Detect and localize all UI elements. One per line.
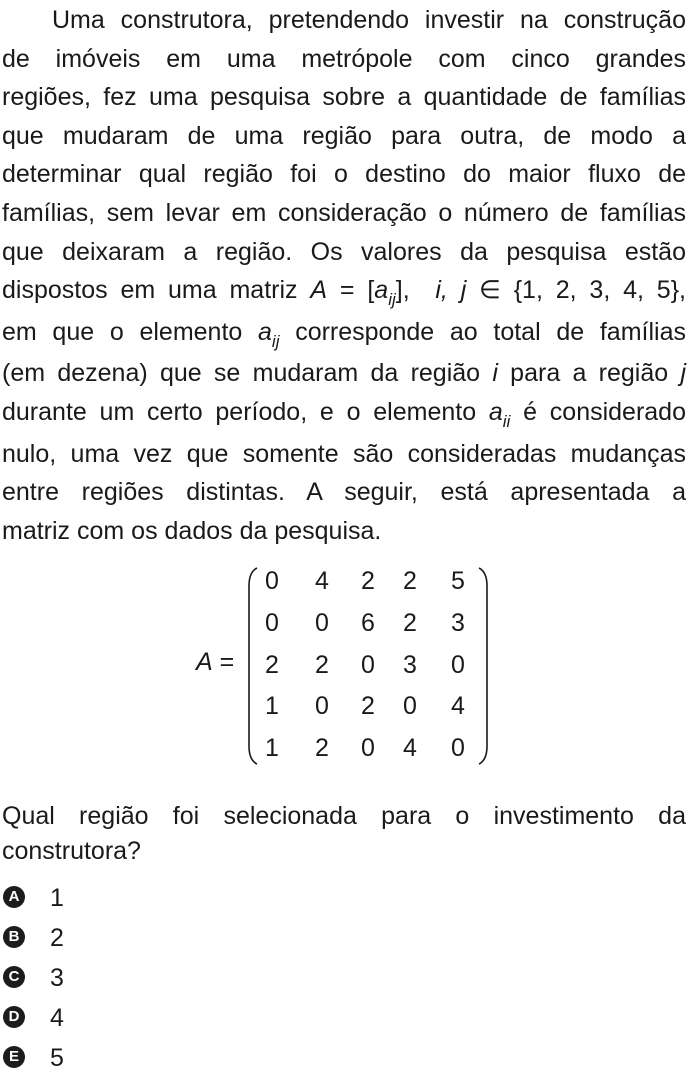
matrix-cell: 3 bbox=[451, 609, 465, 637]
matrix-cell: 0 bbox=[451, 651, 465, 679]
statement-text-fragment: é considerado bbox=[510, 397, 686, 426]
data-matrix bbox=[196, 566, 496, 770]
question-line: Qual região foi selecionada para o investimento da bbox=[2, 802, 686, 830]
element-symbol: a bbox=[374, 276, 389, 305]
element-subscript: ij bbox=[388, 290, 396, 310]
option-letter-badge: C bbox=[3, 966, 25, 988]
statement-text bbox=[2, 1, 686, 550]
element-symbol: a bbox=[488, 397, 503, 426]
right-parenthesis bbox=[476, 566, 490, 766]
matrix-cell: 5 bbox=[451, 567, 465, 595]
matrix-symbol: A bbox=[196, 648, 213, 676]
statement-line bbox=[2, 393, 686, 435]
option-text: 3 bbox=[50, 964, 64, 992]
matrix-cell: 2 bbox=[315, 651, 329, 679]
option-text: 1 bbox=[50, 884, 64, 912]
matrix-cell: 2 bbox=[403, 609, 417, 637]
question-text bbox=[2, 799, 686, 869]
index-symbols: i, j bbox=[435, 276, 467, 305]
statement-text-fragment: em que o elemento bbox=[2, 317, 259, 346]
statement-line: determinar qual região foi o destino do maior fluxo de bbox=[2, 160, 686, 189]
matrix-cell: 2 bbox=[265, 651, 279, 679]
matrix-cell: 2 bbox=[315, 734, 329, 762]
option-e[interactable] bbox=[3, 1043, 123, 1073]
statement-text-fragment: dispostos em uma matriz bbox=[2, 276, 311, 305]
option-c[interactable] bbox=[3, 963, 123, 993]
statement-line-text: Uma construtora, pretendendo investir na construção bbox=[52, 6, 686, 34]
statement-line bbox=[2, 354, 686, 393]
option-letter-badge: E bbox=[3, 1046, 25, 1068]
index-symbol: i bbox=[492, 359, 498, 388]
element-subscript: ij bbox=[271, 331, 280, 351]
question-line: construtora? bbox=[2, 837, 141, 865]
statement-text-fragment: (em dezena) que se mudaram da região bbox=[2, 359, 493, 388]
matrix-symbol: A bbox=[310, 276, 328, 305]
matrix-cell: 0 bbox=[315, 609, 329, 637]
matrix-cell: 0 bbox=[451, 734, 465, 762]
statement-line: que mudaram de uma região para outra, de modo a bbox=[2, 121, 686, 150]
matrix-cell: 4 bbox=[315, 567, 329, 595]
element-subscript: ii bbox=[502, 411, 511, 431]
option-d[interactable] bbox=[3, 1003, 123, 1033]
matrix-cell: 0 bbox=[315, 692, 329, 720]
statement-line: que deixaram a região. Os valores da pesquisa estão bbox=[2, 237, 686, 266]
option-a[interactable] bbox=[3, 883, 123, 913]
option-text: 2 bbox=[50, 924, 64, 952]
statement-line bbox=[2, 313, 686, 355]
matrix-cell: 3 bbox=[403, 651, 417, 679]
matrix-cell: 1 bbox=[265, 734, 279, 762]
statement-line: nulo, uma vez que somente são consideradas mudanças bbox=[2, 439, 686, 468]
equals-sign: = bbox=[212, 648, 235, 676]
statement-text-fragment: = [ bbox=[327, 276, 375, 305]
matrix-cell: 2 bbox=[361, 692, 375, 720]
matrix-cell: 1 bbox=[265, 692, 279, 720]
statement-line: famílias, sem levar em consideração o número de famílias bbox=[2, 198, 686, 227]
matrix-cell: 0 bbox=[361, 651, 375, 679]
matrix-cell: 0 bbox=[265, 609, 279, 637]
matrix-cell: 6 bbox=[361, 609, 375, 637]
statement-text-fragment: ∈ {1, 2, 3, 4, 5}, bbox=[466, 276, 686, 305]
matrix-cell: 0 bbox=[403, 692, 417, 720]
matrix-cell: 2 bbox=[361, 567, 375, 595]
statement-text-fragment: durante um certo período, e o elemento bbox=[2, 397, 489, 426]
option-letter-badge: B bbox=[3, 926, 25, 948]
matrix-label bbox=[196, 648, 234, 677]
option-letter-badge: A bbox=[3, 886, 25, 908]
statement-line bbox=[2, 271, 686, 313]
statement-line: matriz com os dados da pesquisa. bbox=[2, 516, 382, 545]
index-symbol: j bbox=[680, 359, 687, 388]
element-symbol: a bbox=[258, 317, 272, 346]
matrix-cell: 0 bbox=[265, 567, 279, 595]
statement-line: de imóveis em uma metrópole com cinco grandes bbox=[2, 44, 686, 73]
statement-line: entre regiões distintas. A seguir, está apresentada a bbox=[2, 478, 686, 507]
matrix-cell: 4 bbox=[403, 734, 417, 762]
option-b[interactable] bbox=[3, 923, 123, 953]
statement-text-fragment: corresponde ao total de famílias bbox=[279, 317, 686, 346]
statement-text-fragment: ], bbox=[395, 276, 410, 305]
statement-line bbox=[2, 1, 686, 40]
option-text: 5 bbox=[50, 1044, 64, 1072]
matrix-cell: 0 bbox=[361, 734, 375, 762]
matrix-cell: 2 bbox=[403, 567, 417, 595]
statement-text-fragment: para a região bbox=[497, 359, 681, 388]
option-letter-badge: D bbox=[3, 1006, 25, 1028]
option-text: 4 bbox=[50, 1004, 64, 1032]
matrix-cell: 4 bbox=[451, 692, 465, 720]
statement-line: regiões, fez uma pesquisa sobre a quantidade de famílias bbox=[2, 83, 686, 112]
